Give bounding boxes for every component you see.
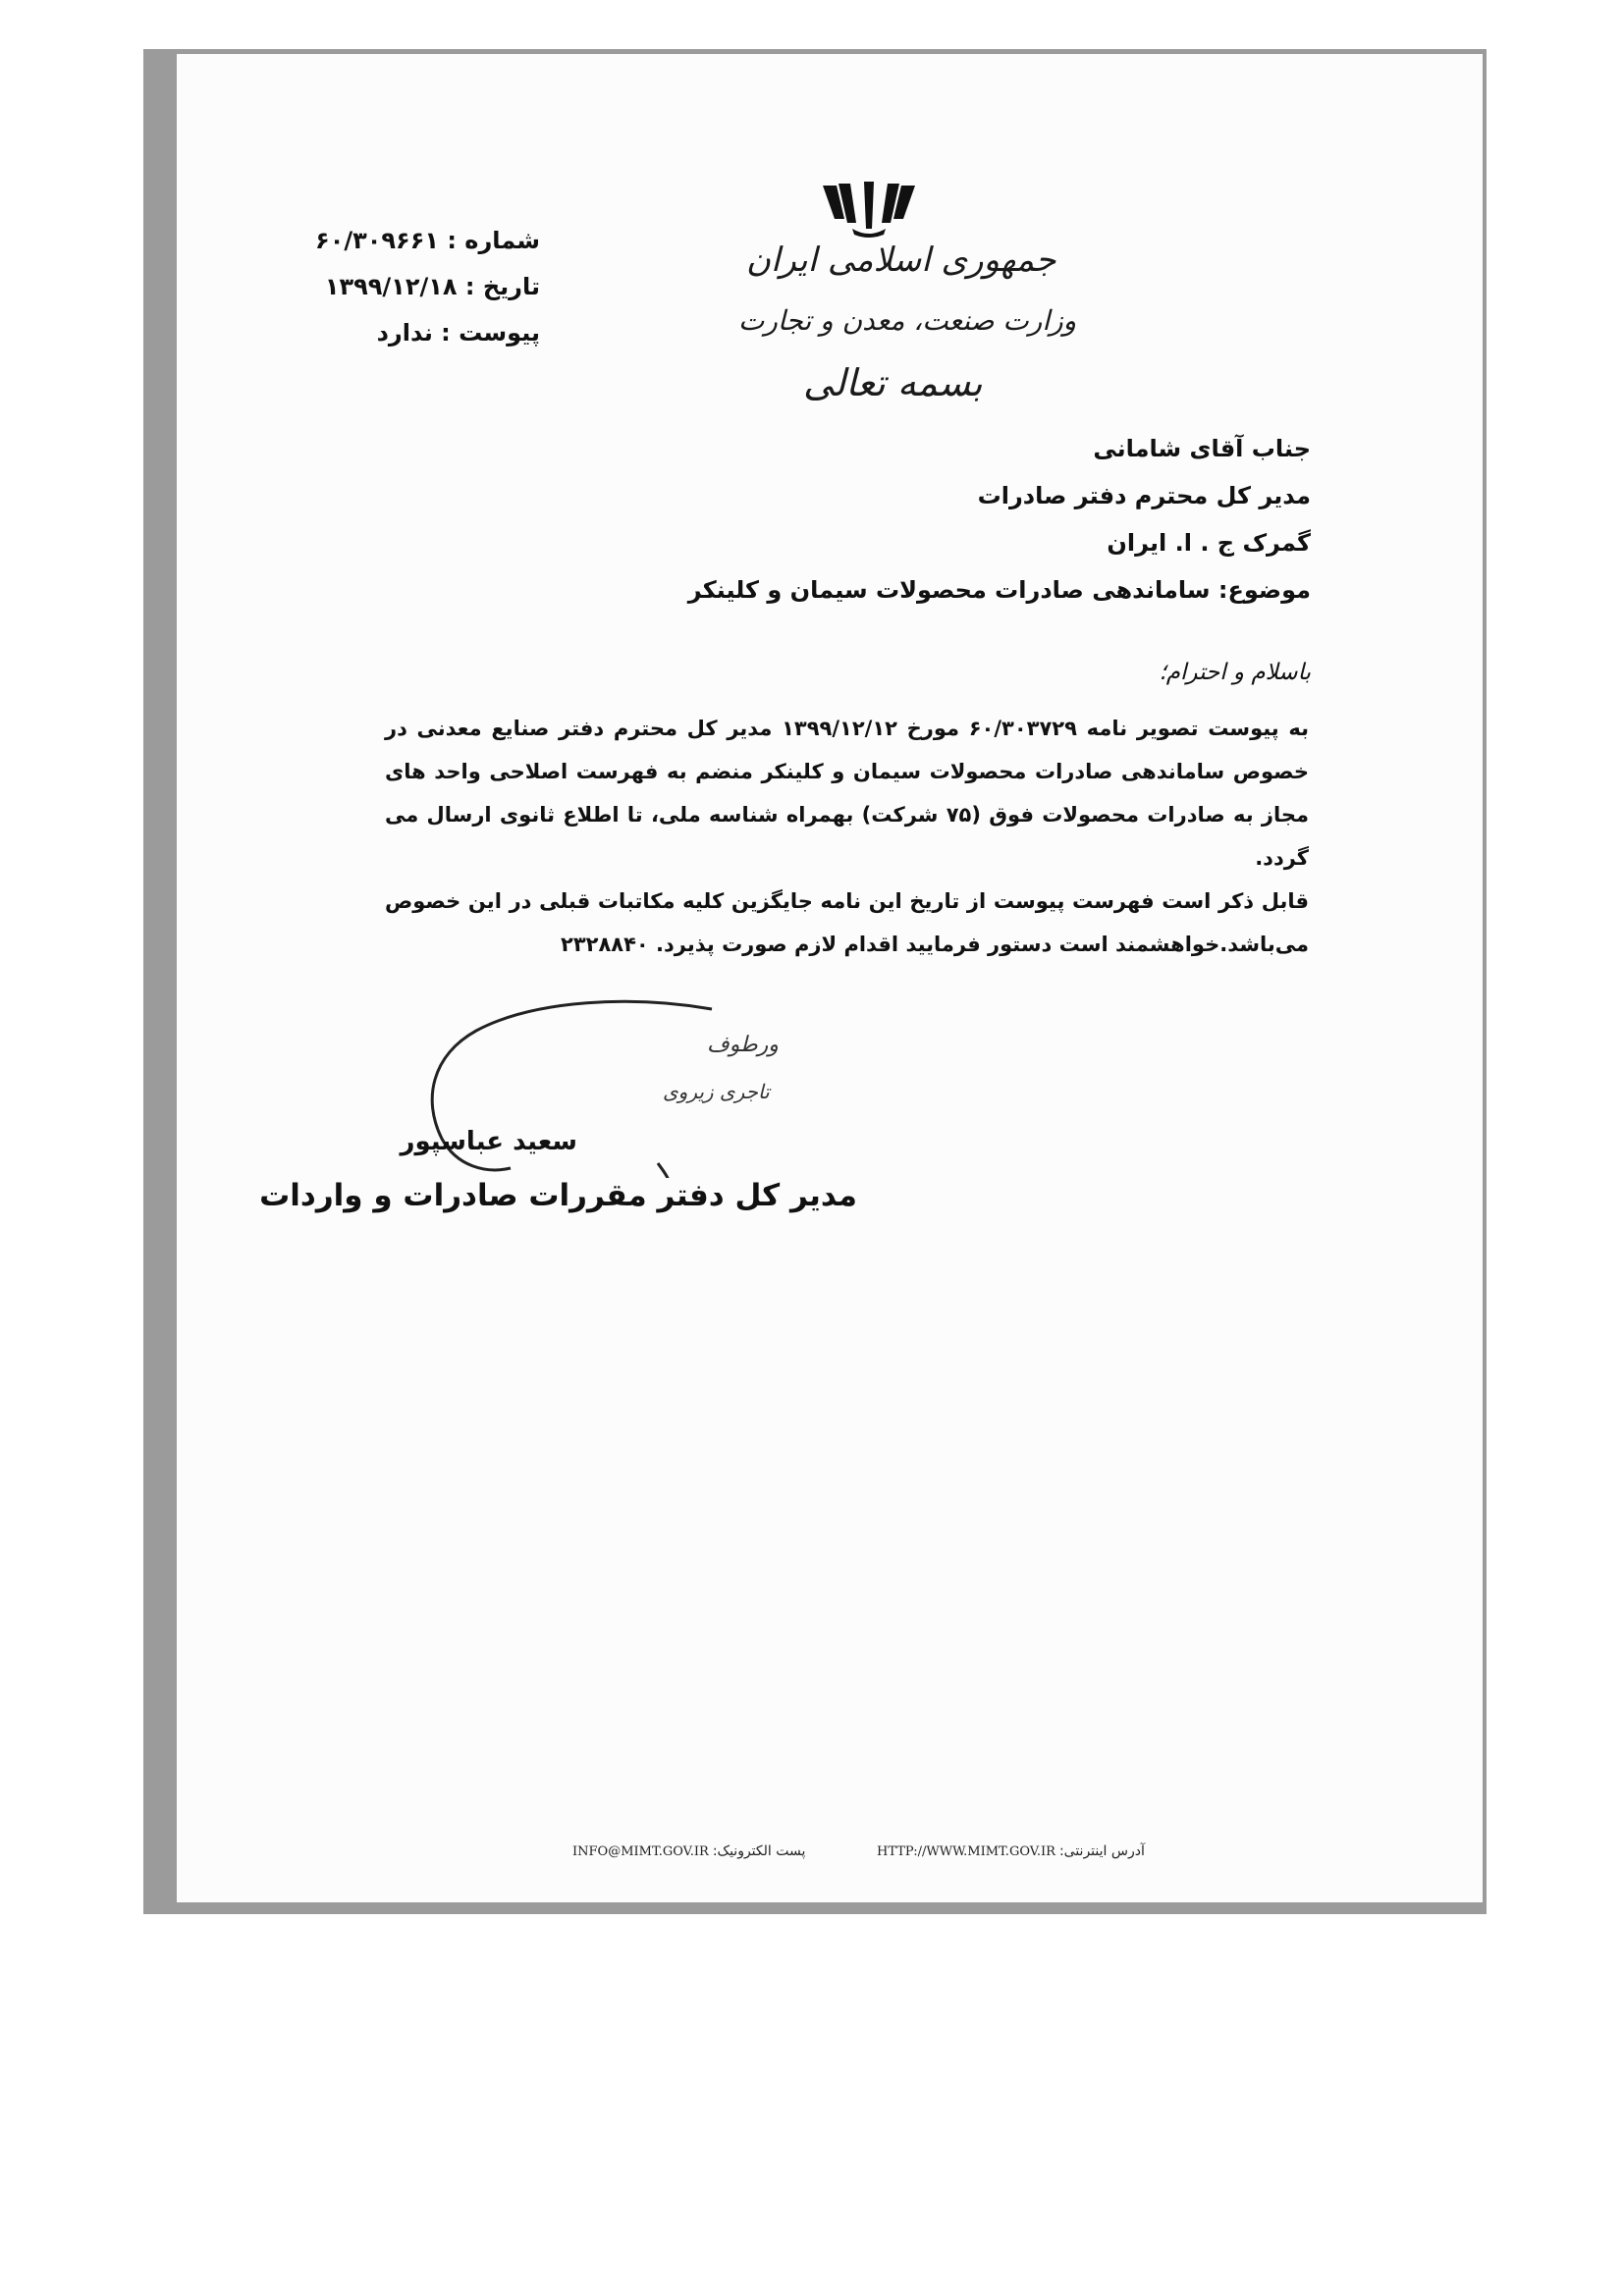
body-paragraph: قابل ذکر است فهرست پیوست از تاریخ این نامه جایگزین کلیه مکاتبات قبلی در این خصوص می‌باشد.خواهشمند است دستور فرمایید اقدام لازم صورت پذیرد. ۲۳۲۸۸۴۰	[385, 889, 1309, 956]
email-address: INFO@MIMT.GOV.IR	[572, 1844, 709, 1859]
email-label: پست الکترونیک:	[712, 1843, 806, 1859]
letter-body	[385, 707, 1309, 966]
letter-attachment: پیوست : ندارد	[376, 319, 540, 347]
footer-website	[877, 1843, 1145, 1859]
letter-number: شماره : ۶۰/۳۰۹۶۶۱	[315, 227, 540, 254]
addressee-name: جناب آقای شامانی	[1093, 435, 1311, 462]
addressee-organization: گمرک ج . ا. ایران	[1107, 529, 1311, 557]
letterhead-basmala: بسمه تعالی	[803, 361, 983, 404]
iran-emblem-icon	[815, 180, 923, 239]
website-label: آدرس اینترنتی:	[1058, 1843, 1145, 1859]
letter-subject: موضوع: ساماندهی صادرات محصولات سیمان و کلینکر	[687, 576, 1311, 604]
addressee-block	[688, 425, 1311, 614]
footer-email	[572, 1843, 805, 1859]
addressee-position: مدیر کل محترم دفتر صادرات	[977, 482, 1311, 509]
letterhead-ministry: وزارت صنعت، معدن و تجارت	[738, 304, 1077, 337]
letterhead-republic: جمهوری اسلامی ایران	[746, 240, 1056, 280]
handwritten-note: ورطوف	[707, 1033, 779, 1057]
signer-title: مدیر کل دفتر مقررات صادرات و واردات	[259, 1178, 857, 1213]
letter-meta	[315, 218, 540, 356]
letter-date: تاریخ : ۱۳۹۹/۱۲/۱۸	[324, 273, 540, 300]
handwritten-note: تاجری زیروی	[663, 1080, 770, 1103]
body-paragraph: به پیوست تصویر نامه ۶۰/۳۰۳۷۲۹ مورخ ۱۳۹۹/۱۲/۱۲ مدیر کل محترم دفتر صنایع معدنی در خصوص ساماندهی صادرات محصولات سیمان و کلینکر منضم به فهرست اصلاحی واحد های مجاز به صادرات محصولات فوق (۷۵ شرکت) بهمراه شناسه ملی، تا اطلاع ثانوی ارسال می گردد.	[385, 717, 1310, 870]
signer-name: سعید عباسپور	[400, 1127, 577, 1156]
greeting: باسلام و احترام؛	[1159, 660, 1311, 685]
website-url: HTTP://WWW.MIMT.GOV.IR	[877, 1844, 1055, 1859]
